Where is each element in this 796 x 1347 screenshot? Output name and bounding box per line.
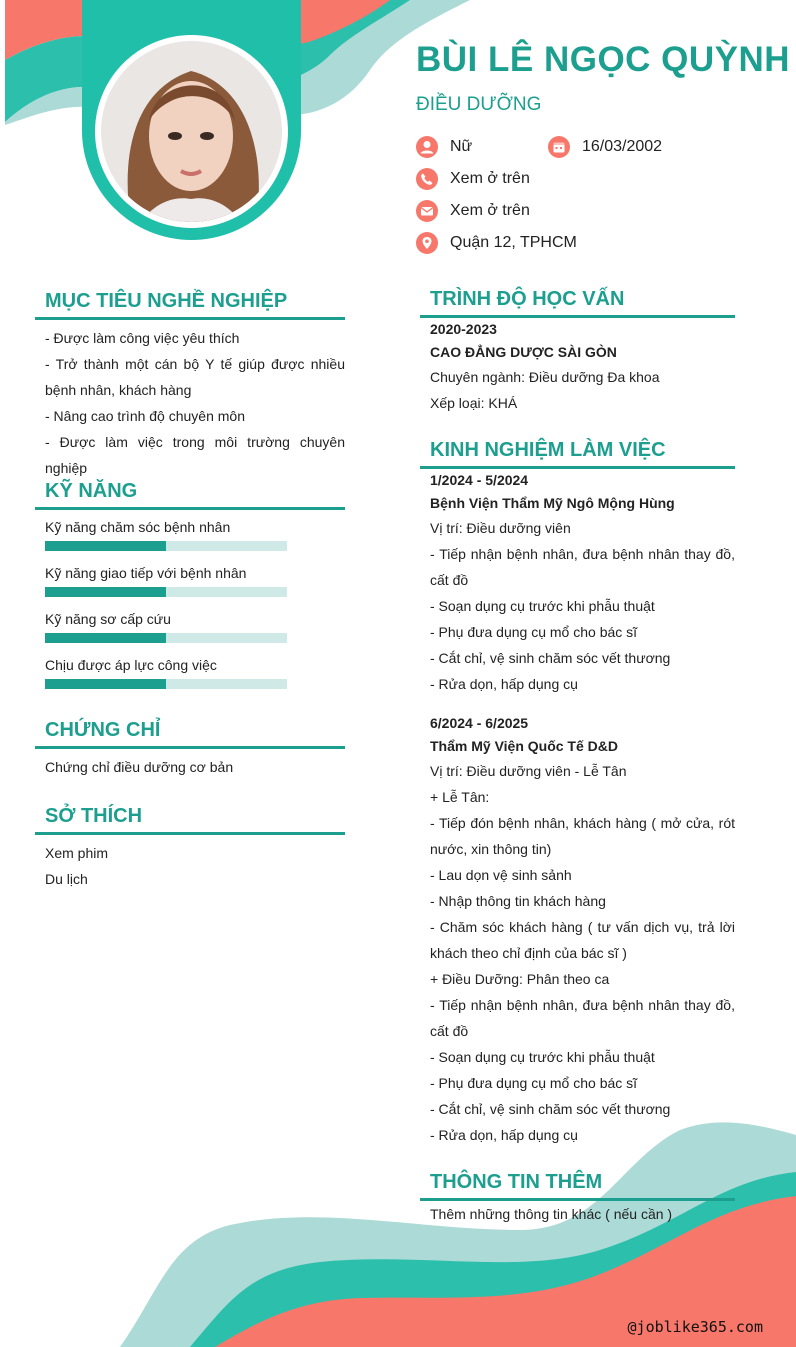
education-title: TRÌNH ĐỘ HỌC VẤN [430,288,625,310]
job-line: Vị trí: Điều dưỡng viên - Lễ Tân [430,763,627,779]
skill-bar [45,587,287,597]
gender-info [416,136,472,158]
certificates-title: CHỨNG CHỈ [45,719,161,741]
profile-photo [101,41,282,222]
job-period: 1/2024 - 5/2024 [430,472,529,488]
objective-line: - Trở thành một cán bộ Y tế giúp được nhiều bệnh nhân, khách hàng [45,356,345,398]
job-company: Thẩm Mỹ Viện Quốc Tế D&D [430,738,618,754]
education-divider [420,315,735,318]
education-rank: Xếp loại: KHÁ [430,395,518,411]
skill-label: Kỹ năng sơ cấp cứu [45,611,171,627]
watermark: @joblike365.com [627,1318,763,1336]
skill-bar [45,679,287,689]
phone-value: Xem ở trên [450,170,530,187]
skill-bar-fill [45,679,166,689]
job-line: - Rửa dọn, hấp dụng cụ [430,676,578,692]
skill-label: Chịu được áp lực công việc [45,657,217,673]
location-icon [416,232,438,254]
dob-info [548,136,662,158]
job-line: - Nhập thông tin khách hàng [430,893,606,909]
skill-bar-fill [45,633,166,643]
skill-label: Kỹ năng chăm sóc bệnh nhân [45,519,231,535]
objective-list [45,325,345,481]
job-details [430,515,735,697]
skills-divider [35,507,345,510]
objective-title: MỤC TIÊU NGHỀ NGHIỆP [45,290,288,312]
job-line: - Soạn dụng cụ trước khi phẫu thuật [430,598,655,614]
phone-info [416,168,530,190]
hobbies-divider [35,832,345,835]
job-company: Bệnh Viện Thẩm Mỹ Ngô Mộng Hùng [430,495,675,511]
job-line: Vị trí: Điều dưỡng viên [430,520,571,536]
address-info [416,232,577,254]
objective-line: - Nâng cao trình độ chuyên môn [45,408,246,424]
gender-value: Nữ [450,138,473,155]
job-line: - Lau dọn vệ sinh sảnh [430,867,572,883]
dob-value: 16/03/2002 [582,138,663,155]
job-line: - Rửa dọn, hấp dụng cụ [430,1127,578,1143]
education-major: Chuyên ngành: Điều dưỡng Đa khoa [430,369,660,385]
experience-divider [420,466,735,469]
skills-title: KỸ NĂNG [45,480,138,502]
job-line: - Chăm sóc khách hàng ( tư vấn dịch vụ, trả lời khách theo chỉ định của bác sĩ ) [430,919,735,961]
job-line: - Phụ đưa dụng cụ mổ cho bác sĩ [430,1075,638,1091]
skill-bar [45,633,287,643]
calendar-icon [548,136,570,158]
job-line: - Tiếp nhận bệnh nhân, đưa bệnh nhân thay đồ, cất đồ [430,546,735,588]
skill-bar-fill [45,541,166,551]
objective-line: - Được làm việc trong môi trường chuyên nghiệp [45,434,345,476]
hobbies-list [45,840,108,892]
hobbies-title: SỞ THÍCH [45,805,143,827]
job-details [430,758,735,1148]
email-value: Xem ở trên [450,202,530,219]
candidate-name: BÙI LÊ NGỌC QUỲNH [416,40,791,79]
skill-bar [45,541,287,551]
certificates-divider [35,746,345,749]
user-icon [416,136,438,158]
objective-line: - Được làm công việc yêu thích [45,330,240,346]
job-line: - Cắt chỉ, vệ sinh chăm sóc vết thương [430,1101,671,1117]
hobby-item: Xem phim [45,845,109,861]
objective-divider [35,317,345,320]
job-line: - Phụ đưa dụng cụ mổ cho bác sĩ [430,624,638,640]
mail-icon [416,200,438,222]
skill-label: Kỹ năng giao tiếp với bệnh nhân [45,565,247,581]
skill-bar-fill [45,587,166,597]
address-value: Quận 12, TPHCM [450,234,577,251]
job-line: - Tiếp đón bệnh nhân, khách hàng ( mở cửa, rót nước, xin thông tin) [430,815,735,857]
job-line: - Cắt chỉ, vệ sinh chăm sóc vết thương [430,650,671,666]
extra-title: THÔNG TIN THÊM [430,1171,603,1193]
education-period: 2020-2023 [430,321,497,337]
education-school: CAO ĐẲNG DƯỢC SÀI GÒN [430,344,617,360]
phone-icon [416,168,438,190]
job-line: + Điều Dưỡng: Phân theo ca [430,971,610,987]
certificate-item: Chứng chỉ điều dưỡng cơ bản [45,759,234,775]
job-line: - Soạn dụng cụ trước khi phẫu thuật [430,1049,655,1065]
job-line: + Lễ Tân: [430,789,490,805]
email-info [416,200,530,222]
experience-title: KINH NGHIỆM LÀM VIỆC [430,439,666,461]
job-line: - Tiếp nhận bệnh nhân, đưa bệnh nhân thay đồ, cất đồ [430,997,735,1039]
extra-text: Thêm những thông tin khác ( nếu cần ) [430,1206,673,1222]
hobby-item: Du lịch [45,871,88,887]
job-period: 6/2024 - 6/2025 [430,715,529,731]
job-title: ĐIỀU DƯỠNG [416,94,542,115]
